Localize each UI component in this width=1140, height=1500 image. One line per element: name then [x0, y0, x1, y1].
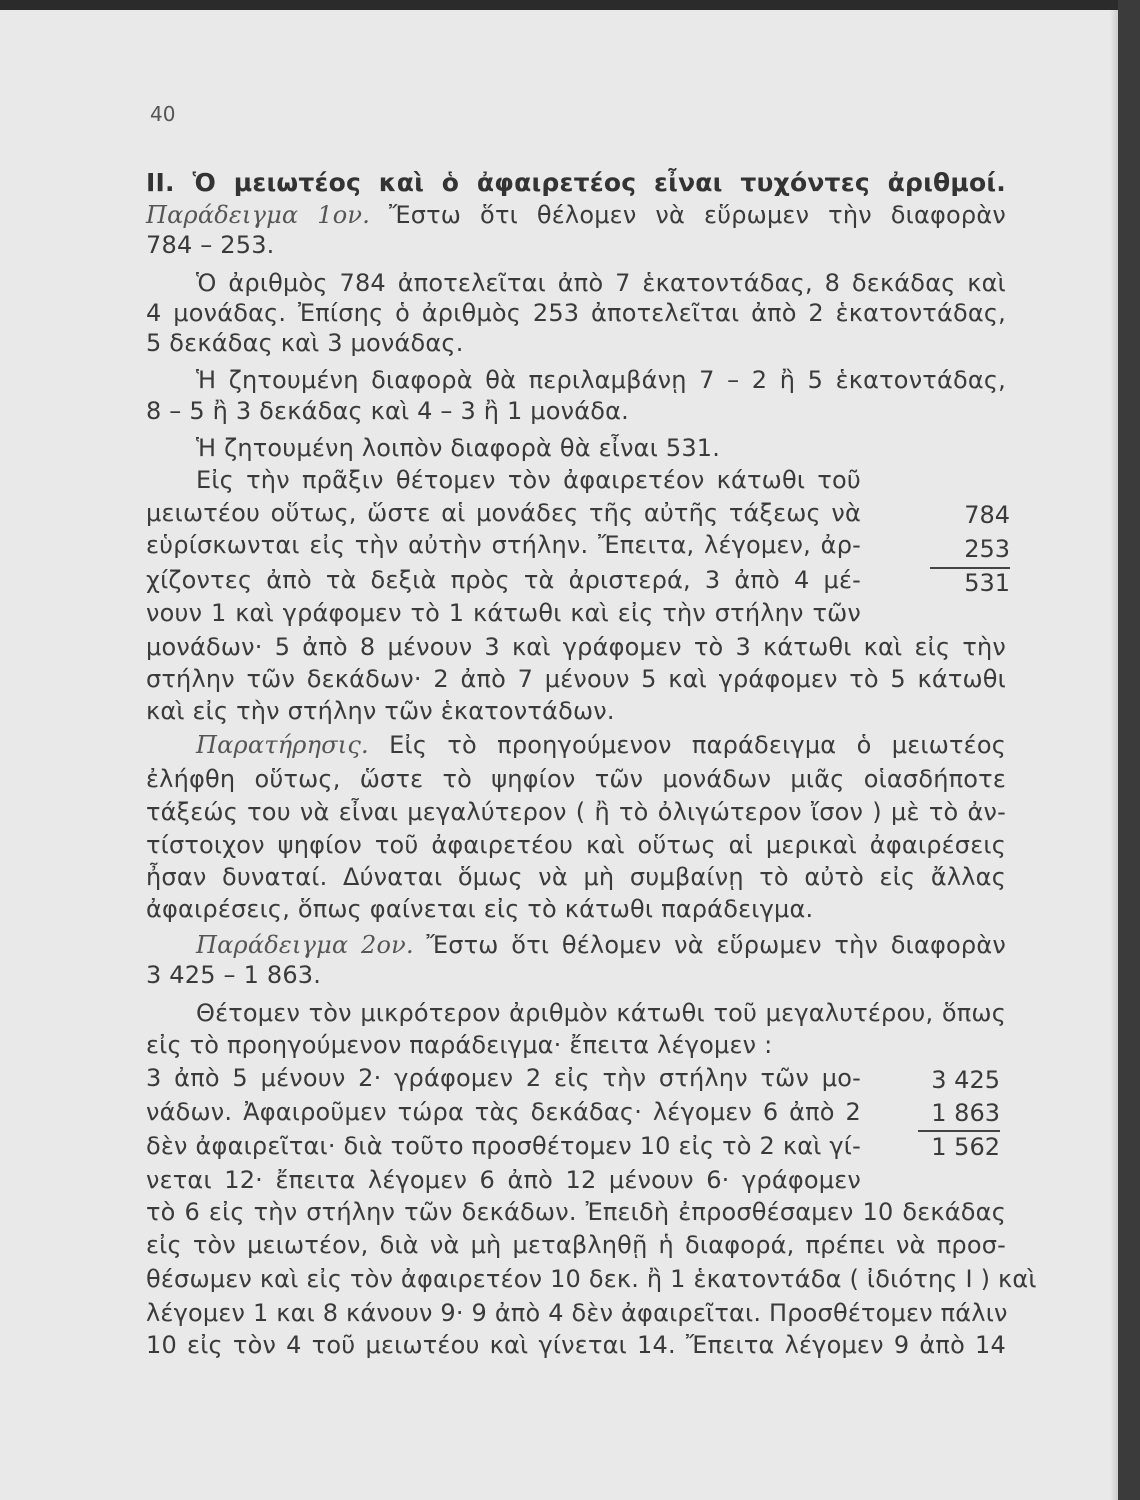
calc1-subtrahend: 253 [964, 535, 1010, 563]
text-line: ἀφαιρέσεις, ὅπως φαίνεται εἰς τὸ κάτωθι παράδειγμα. [146, 895, 814, 923]
text-line: τάξεώς του νὰ εἶναι μεγαλύτερον ( ἢ τὸ ὀλιγώτερον ἴσον ) μὲ τὸ ἀν- [146, 798, 1006, 826]
text-line: 8 – 5 ἢ 3 δεκάδας καὶ 4 – 3 ἢ 1 μονάδα. [146, 397, 629, 425]
text-line: 10 εἰς τὸν 4 τοῦ μειωτέου καὶ γίνεται 14. Ἔπειτα λέγομεν 9 ἀπὸ 14 [146, 1331, 1006, 1359]
text-line: τὸ 6 εἰς τὴν στήλην τῶν δεκάδων. Ἐπειδὴ ἐπροσθέσαμεν 10 δεκάδας [146, 1198, 1006, 1226]
text-line: Ἡ ζητουμένη διαφορὰ θὰ περιλαμβάνῃ 7 – 2 ἢ 5 ἑκατοντάδας, [196, 366, 1006, 394]
text-line: χίζοντες ἀπὸ τὰ δεξιὰ πρὸς τὰ ἀριστερά, 3 ἀπὸ 4 μέ- [146, 566, 861, 594]
text-line: 3 ἀπὸ 5 μένουν 2· γράφομεν 2 εἰς τὴν στήλην τῶν μο- [146, 1064, 861, 1092]
text-line: Εἰς τὴν πρᾶξιν θέτομεν τὸν ἀφαιρετέον κάτωθι τοῦ [196, 466, 861, 494]
remark-line [196, 730, 1006, 760]
text-line: εὑρίσκωνται εἰς τὴν αὐτὴν στήλην. Ἔπειτα, λέγομεν, ἀρ- [146, 531, 861, 559]
section-heading: ΙΙ. Ὁ μειωτέος καὶ ὁ ἀφαιρετέος εἶναι τυχόντες ἀριθμοί. [146, 168, 1006, 197]
text-line: νάδων. Ἀφαιροῦμεν τώρα τὰς δεκάδας· λέγομεν 6 ἀπὸ 2 [146, 1098, 861, 1126]
book-page [0, 10, 1118, 1500]
text-line: εἰς τὸ προηγούμενον παράδειγμα· ἔπειτα λέγομεν : [146, 1031, 773, 1059]
text-line: ἐλήφθη οὕτως, ὥστε τὸ ψηφίον τῶν μονάδων μιᾶς οἱασδήποτε [146, 765, 1006, 793]
calc2-minuend: 3 425 [931, 1066, 1000, 1094]
text-line: Ὁ ἀριθμὸς 784 ἀποτελεῖται ἀπὸ 7 ἑκατοντάδας, 8 δεκάδας καὶ [196, 269, 1006, 297]
calc1-result: 531 [964, 569, 1010, 597]
text-line: λέγομεν 1 και 8 κάνουν 9· 9 ἀπὸ 4 δὲν ἀφαιρεῖται. Προσθέτομεν πάλιν [146, 1299, 1008, 1327]
text-line: τίστοιχον ψηφίον τοῦ ἀφαιρετέου καὶ οὕτως αἱ μερικαὶ ἀφαιρέσεις [146, 831, 1006, 859]
text-line: μονάδων· 5 ἀπὸ 8 μένουν 3 καὶ γράφομεν τὸ 3 κάτωθι καὶ εἰς τὴν [146, 633, 1006, 661]
text-line: μειωτέου οὕτως, ὥστε αἱ μονάδες τῆς αὐτῆς τάξεως νὰ [146, 499, 861, 527]
calc2-result: 1 562 [931, 1133, 1000, 1161]
text-line: 5 δεκάδας καὶ 3 μονάδας. [146, 329, 464, 357]
example2-intro: Ἔστω ὅτι θέλομεν νὰ εὕρωμεν τὴν διαφορὰν [426, 931, 1006, 959]
calc1-minuend: 784 [964, 501, 1010, 529]
example2-line [196, 930, 1006, 960]
book-edge [1118, 0, 1140, 1500]
text-line: νουν 1 καὶ γράφομεν τὸ 1 κάτωθι καὶ εἰς τὴν στήλην τῶν [146, 599, 861, 627]
calc2-subtrahend: 1 863 [931, 1099, 1000, 1127]
example1-label: Παράδειγμα 1ον. [146, 201, 371, 229]
text-line: δὲν ἀφαιρεῖται· διὰ τοῦτο προσθέτομεν 10 εἰς τὸ 2 καὶ γί- [146, 1132, 861, 1160]
text-line: 4 μονάδας. Ἐπίσης ὁ ἀριθμὸς 253 ἀποτελεῖται ἀπὸ 2 ἑκατοντάδας, [146, 299, 1006, 327]
text-line: Ἡ ζητουμένη λοιπὸν διαφορὰ θὰ εἶναι 531. [196, 434, 721, 462]
text-line: στήλην τῶν δεκάδων· 2 ἀπὸ 7 μένουν 5 καὶ γράφομεν τὸ 5 κάτωθι [146, 665, 1006, 693]
remark-text: Εἰς τὸ προηγούμενον παράδειγμα ὁ μειωτέος [389, 731, 1006, 759]
text-line: ἦσαν δυναταί. Δύναται ὅμως νὰ μὴ συμβαίνῃ τὸ αὐτὸ εἰς ἄλλας [146, 863, 1006, 891]
example1-expression: 784 – 253. [146, 231, 275, 259]
example1-line [146, 200, 1006, 230]
page-number: 40 [150, 102, 176, 126]
text-line: νεται 12· ἔπειτα λέγομεν 6 ἀπὸ 12 μένουν 6· γράφομεν [146, 1166, 861, 1194]
text-line: Θέτομεν τὸν μικρότερον ἀριθμὸν κάτωθι τοῦ μεγαλυτέρου, ὅπως [196, 999, 1006, 1027]
text-line: εἰς τὸν μειωτέον, διὰ νὰ μὴ μεταβληθῇ ἡ διαφορά, πρέπει νὰ προσ- [146, 1231, 1006, 1259]
remark-label: Παρατήρησις. [196, 731, 369, 759]
text-line: καὶ εἰς τὴν στήλην τῶν ἑκατοντάδων. [146, 697, 615, 725]
example2-expression: 3 425 – 1 863. [146, 961, 322, 989]
text-line: θέσωμεν καὶ εἰς τὸν ἀφαιρετέον 10 δεκ. ἢ 1 ἑκατοντάδα ( ἰδιότης Ι ) καὶ [146, 1265, 1037, 1293]
example2-label: Παράδειγμα 2ον. [196, 931, 414, 959]
example1-intro: Ἔστω ὅτι θέλομεν νὰ εὕρωμεν τὴν διαφορὰν [388, 201, 1006, 229]
